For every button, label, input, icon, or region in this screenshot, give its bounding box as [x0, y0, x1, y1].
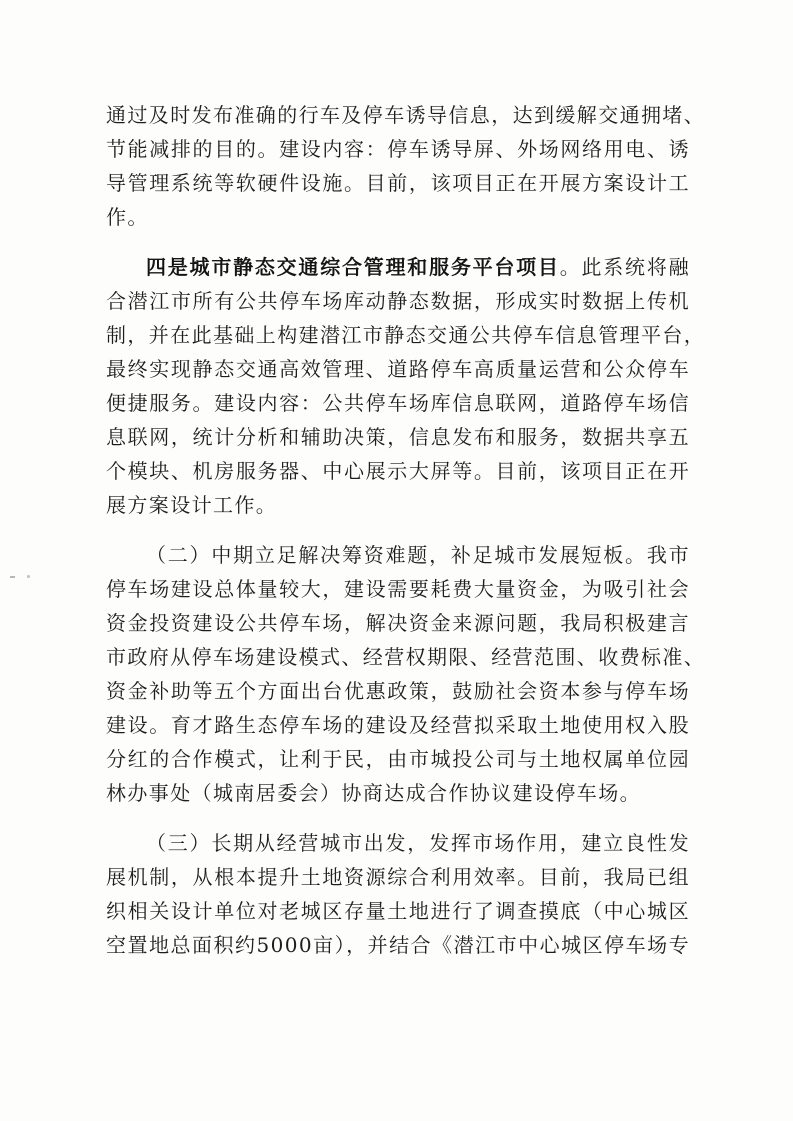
paragraph-line: 林办事处（城南居委会）协商达成合作协议建设停车场。 — [106, 781, 641, 805]
scan-mark — [27, 575, 30, 578]
paragraph-line: 空置地总面积约5000亩），并结合《潜江市中心城区停车场专 — [106, 933, 690, 957]
paragraph-line: （二）中期立足解决筹资难题，补足城市发展短板。我市 — [146, 543, 690, 567]
paragraph-line: 建设。育才路生态停车场的建设及经营拟采取土地使用权入股 — [106, 713, 690, 737]
paragraph-line: （三）长期从经营城市出发，发挥市场作用，建立良性发 — [146, 831, 690, 855]
paragraph-line: 市政府从停车场建设模式、经营权期限、经营范围、收费标准、 — [106, 645, 706, 669]
paragraph-line: 资金补助等五个方面出台优惠政策，鼓励社会资本参与停车场 — [106, 679, 690, 703]
paragraph-line: 合潜江市所有公共停车场库动静态数据，形成实时数据上传机 — [106, 289, 690, 313]
paragraph-line: 资金投资建设公共停车场，解决资金来源问题，我局积极建言 — [106, 611, 690, 635]
paragraph-line: 导管理系统等软硬件设施。目前，该项目正在开展方案设计工 — [106, 171, 690, 195]
paragraph-line: 展机制，从根本提升土地资源综合利用效率。目前，我局已组 — [106, 865, 690, 889]
paragraph-line: 息联网，统计分析和辅助决策，信息发布和服务，数据共享五 — [106, 425, 690, 449]
paragraph-line: 便捷服务。建设内容：公共停车场库信息联网，道路停车场信 — [106, 391, 690, 415]
paragraph-line: 制，并在此基础上构建潜江市静态交通公共停车信息管理平台， — [106, 323, 706, 347]
paragraph-line: 通过及时发布准确的行车及停车诱导信息，达到缓解交通拥堵、 — [106, 103, 706, 127]
paragraph-line-heading — [146, 250, 690, 284]
paragraph-line: 展方案设计工作。 — [106, 493, 278, 517]
paragraph-line: 织相关设计单位对老城区存量土地进行了调查摸底（中心城区 — [106, 899, 690, 923]
paragraph-line: 个模块、机房服务器、中心展示大屏等。目前，该项目正在开 — [106, 459, 690, 483]
paragraph-line: 分红的合作模式，让利于民，由市城投公司与土地权属单位园 — [106, 747, 690, 771]
paragraph-line: 节能减排的目的。建设内容：停车诱导屏、外场网络用电、诱 — [106, 137, 690, 161]
paragraph-line: 最终实现静态交通高效管理、道路停车高质量运营和公众停车 — [106, 357, 690, 381]
section-heading: 四是城市静态交通综合管理和服务平台项目 — [146, 255, 560, 279]
paragraph-line: 。此系统将融 — [559, 255, 690, 279]
paragraph-line: 停车场建设总体量较大，建设需要耗费大量资金，为吸引社会 — [106, 577, 690, 601]
scan-mark — [10, 576, 15, 578]
paragraph-line: 作。 — [106, 205, 149, 229]
